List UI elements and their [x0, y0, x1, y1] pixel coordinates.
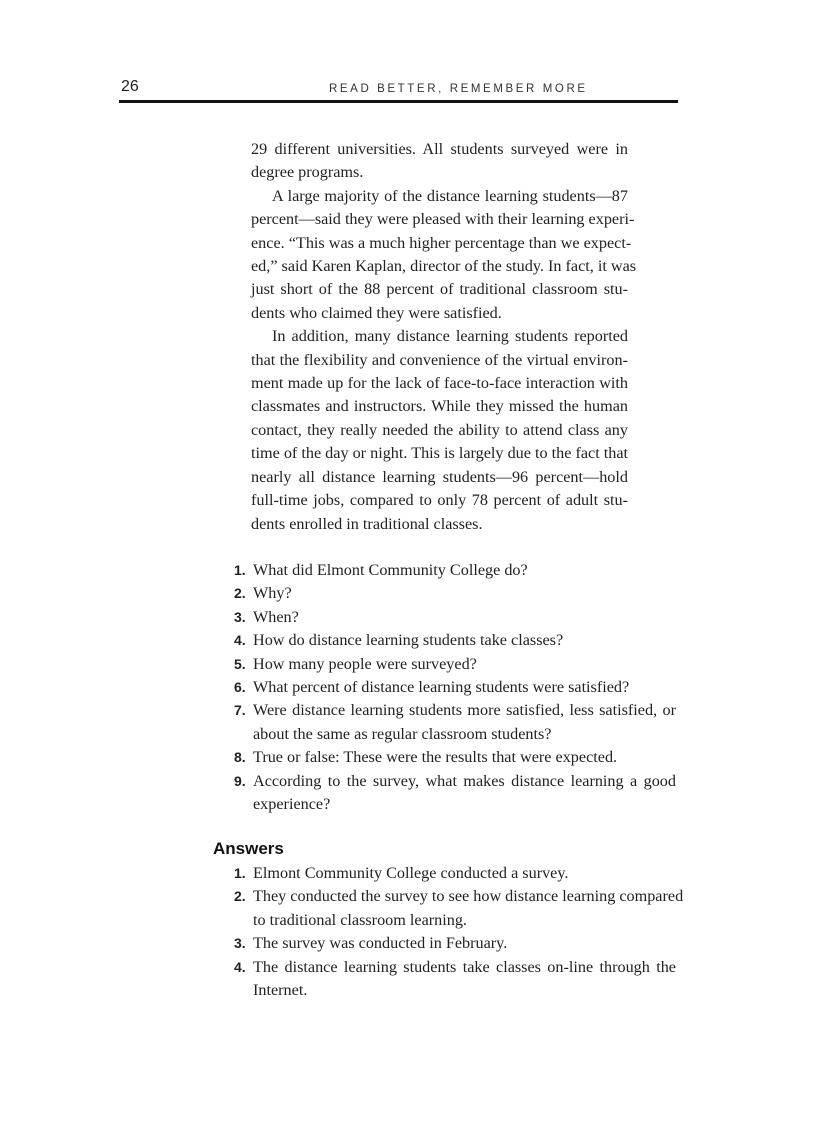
paragraph	[251, 185, 637, 325]
text-line: about the same as regular classroom students?	[253, 724, 552, 743]
text-line: According to the survey, what makes distance learning a good	[253, 771, 676, 790]
answer-item	[0, 885, 684, 932]
paragraph	[251, 325, 628, 536]
item-number: 7.	[234, 702, 246, 719]
question-item	[0, 582, 676, 605]
passage	[251, 138, 637, 536]
question-item	[0, 770, 676, 817]
text-line: When?	[253, 607, 299, 626]
running-title: READ BETTER, REMEMBER MORE	[329, 83, 588, 95]
answer-item	[0, 862, 676, 885]
text-line: How do distance learning students take classes?	[253, 631, 564, 650]
text-line: that the flexibility and convenience of the virtual environ-	[251, 350, 628, 369]
page-number: 26	[121, 78, 139, 95]
text-line: experience?	[253, 795, 331, 814]
text-line: dents who claimed they were satisfied.	[251, 303, 502, 322]
answers-heading: Answers	[213, 839, 284, 858]
text-line: Why?	[253, 584, 292, 603]
question-item	[0, 559, 676, 582]
questions-list	[0, 559, 676, 816]
question-item	[0, 699, 676, 746]
item-number: 9.	[234, 772, 246, 789]
question-item	[0, 746, 676, 769]
text-line: True or false: These were the results that were expected.	[253, 748, 618, 767]
text-line: full-time jobs, compared to only 78 percent of adult stu-	[251, 491, 628, 510]
text-line: degree programs.	[251, 163, 364, 182]
item-number: 2.	[234, 585, 246, 602]
text-line: The survey was conducted in February.	[253, 934, 508, 953]
header-rule	[119, 100, 678, 103]
text-line: percent—said they were pleased with their learning experi-	[251, 210, 635, 229]
text-line: just short of the 88 percent of traditional classroom stu-	[251, 280, 628, 299]
text-line: What did Elmont Community College do?	[253, 561, 528, 579]
text-line: to traditional classroom learning.	[253, 910, 467, 929]
text-line: classmates and instructors. While they missed the human	[251, 397, 628, 416]
question-item	[0, 629, 676, 652]
text-line: How many people were surveyed?	[253, 654, 477, 673]
text-line: nearly all distance learning students—96 percent—hold	[251, 467, 628, 486]
item-number: 5.	[234, 655, 246, 672]
answer-item	[0, 956, 676, 1003]
item-number: 1.	[234, 562, 246, 578]
item-number: 4.	[234, 958, 246, 975]
question-item	[0, 653, 676, 676]
text-line: In addition, many distance learning students reported	[272, 327, 628, 346]
text-line: dents enrolled in traditional classes.	[251, 514, 483, 533]
text-line: A large majority of the distance learning students—87	[272, 186, 628, 205]
text-line: ment made up for the lack of face-to-face interaction with	[251, 374, 628, 393]
item-number: 1.	[234, 865, 246, 881]
item-number: 6.	[234, 679, 246, 696]
paragraph	[251, 138, 628, 185]
text-line: ed,” said Karen Kaplan, director of the study. In fact, it was	[251, 257, 637, 276]
item-number: 8.	[234, 749, 246, 766]
item-number: 4.	[234, 632, 246, 649]
text-line: What percent of distance learning students were satisfied?	[253, 678, 630, 697]
item-number: 3.	[234, 935, 246, 952]
item-number: 2.	[234, 888, 246, 905]
text-line: They conducted the survey to see how distance learning compared	[253, 887, 684, 906]
item-number: 3.	[234, 608, 246, 625]
text-line: 29 different universities. All students surveyed were in	[251, 140, 628, 158]
question-item	[0, 676, 676, 699]
text-line: ence. “This was a much higher percentage than we expect-	[251, 233, 632, 252]
text-line: contact, they really needed the ability to attend class any	[251, 420, 628, 439]
question-item	[0, 606, 676, 629]
text-line: time of the day or night. This is largely due to the fact that	[251, 444, 629, 463]
answer-item	[0, 932, 676, 955]
answers-list	[0, 862, 684, 1002]
text-line: Were distance learning students more satisfied, less satisfied, or	[253, 701, 676, 720]
text-line: Internet.	[253, 981, 308, 1000]
text-line: The distance learning students take classes on-line through the	[253, 957, 676, 976]
text-line: Elmont Community College conducted a survey.	[253, 864, 569, 882]
